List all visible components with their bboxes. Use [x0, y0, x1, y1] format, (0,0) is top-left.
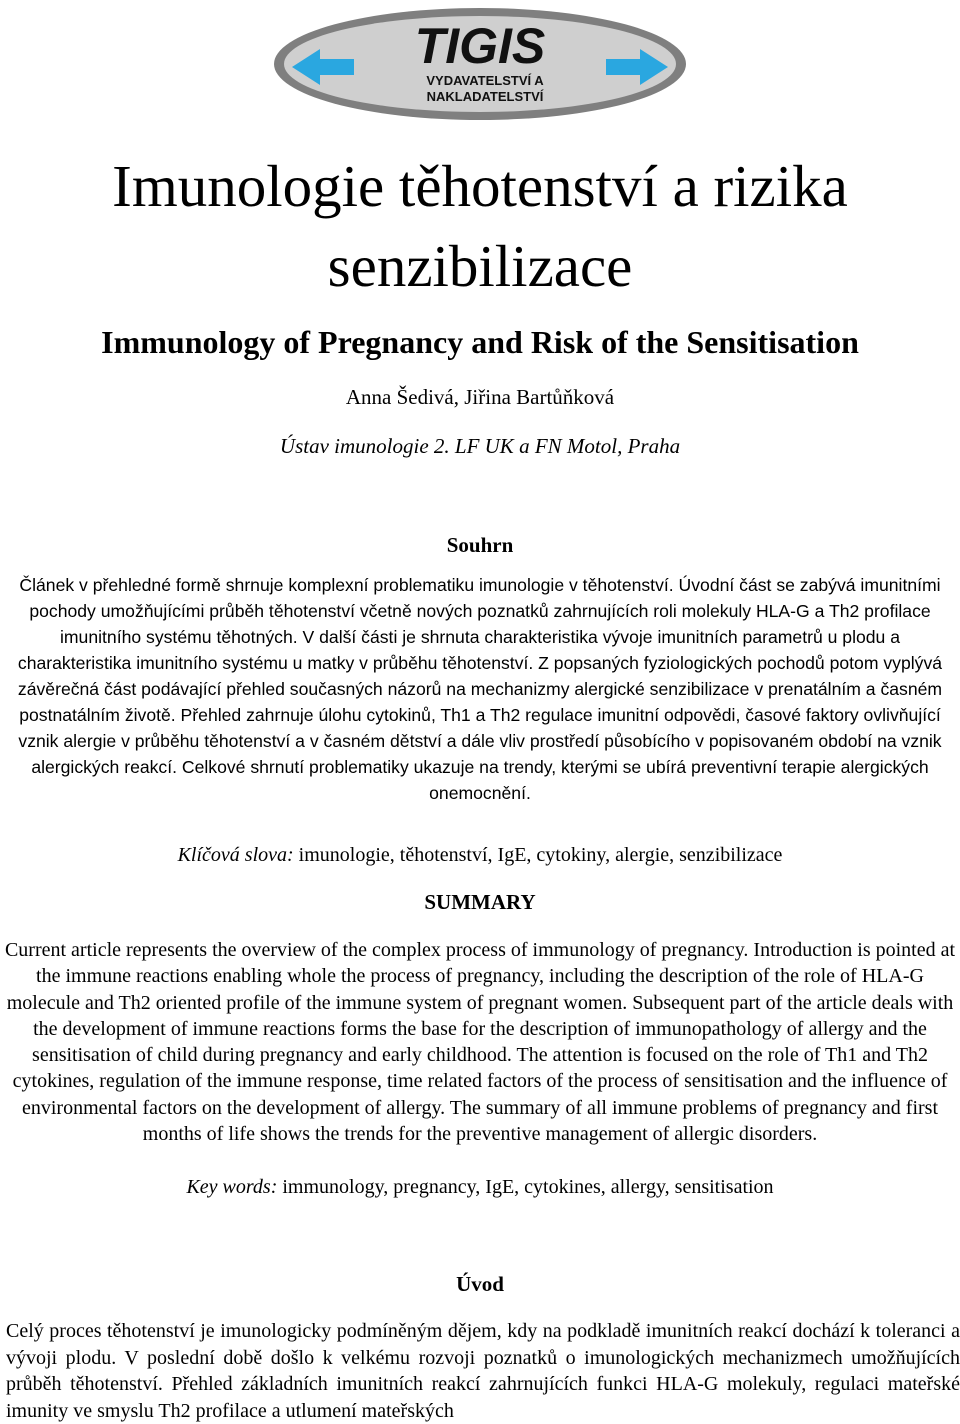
affiliation: Ústav imunologie 2. LF UK a FN Motol, Praha: [279, 434, 681, 458]
czech-keywords-list: imunologie, těhotenství, IgE, cytokiny, alergie, senzibilizace: [293, 844, 783, 866]
logo-line2: NAKLADATELSTVÍ: [426, 89, 544, 104]
english-title: Immunology of Pregnancy and Risk of the Sensitisation: [101, 324, 859, 360]
logo-line1: VYDAVATELSTVÍ A: [426, 73, 544, 88]
english-keywords: [0, 1173, 960, 1201]
souhrn-heading: Souhrn: [446, 533, 514, 557]
english-keywords-list: immunology, pregnancy, IgE, cytokines, allergy, sensitisation: [277, 1176, 774, 1198]
czech-keywords: [0, 841, 960, 869]
summary-text: Current article represents the overview of the complex process of immunology of pregnancy. Introduction is pointed at the immune reactions enabling whole the process of pregnancy, including the description of the role of HLA-G molecule and Th2 oriented profile of the immune system of pregnant women. Subsequent part of the article deals with the development of immune reactions forms the base for the description of immunopathology of allergy and the sensitisation of child during pregnancy and early childhood. The attention is focused on the role of Th1 and Th2 cytokines, regulation of the immune response, time related factors of the process of sensitisation and the influence of environmental factors on the development of allergy. The summary of all immune problems of pregnancy and first months of life shows the trends for the preventive management of allergic disorders.: [4, 939, 956, 1146]
logo-graphic: [270, 5, 690, 123]
czech-keywords-label: Klíčová slova:: [177, 844, 294, 866]
logo-brand: TIGIS: [414, 18, 546, 74]
authors: Anna Šedivá, Jiřina Bartůňková: [345, 385, 615, 409]
uvod-text: Celý proces těhotenství je imunologicky podmíněným dějem, kdy na podkladě imunitních reakcí dochází k toleranci a vývoji plodu. V poslední době došlo k velkému rozvoji poznatků o imunologických mechanizmech umožňujících průběh těhotenství. Přehled základních imunitních reakcí zahrnujících funkci HLA-G molekuly, regulaci mateřské imunity ve smyslu Th2 profilace a utlumení mateřských: [6, 1320, 960, 1422]
souhrn-text: Článek v přehledné formě shrnuje komplexní problematiku imunologie v těhotenství. Úvodní část se zabývá imunitními pochody umožňujícími průběh těhotenství včetně nových poznatků zahrnujících roli molekuly HLA-G a Th2 profilace imunitního systému těhotných. V další části je shrnuta charakteristika vývoje imunitních parametrů u plodu a charakteristika imunitního systému u matky v průběhu těhotenství. Z popsaných fyziologických pochodů potom vyplývá závěrečná část podávající přehled současných názorů na mechanizmy alergické senzibilizace v prenatálním a časném postnatálním životě. Přehled zahrnuje úlohu cytokinů, Th1 a Th2 regulace imunitní odpovědi, časové faktory ovlivňující vznik alergie v průběhu těhotenství a v časném dětství a dále vliv prostředí působícího v popisovaném období na vznik alergických reakcí. Celkové shrnutí problematiky ukazuje na trendy, kterými se ubírá preventivní terapie alergických onemocnění.: [17, 575, 943, 803]
title-line-1: Imunologie těhotenství a rizika: [112, 153, 848, 219]
page-title: [0, 146, 960, 306]
publisher-logo: [270, 5, 690, 123]
title-line-2: senzibilizace: [327, 233, 633, 299]
english-keywords-label: Key words:: [186, 1176, 278, 1198]
uvod-heading: Úvod: [456, 1272, 504, 1296]
summary-heading: SUMMARY: [424, 890, 536, 914]
